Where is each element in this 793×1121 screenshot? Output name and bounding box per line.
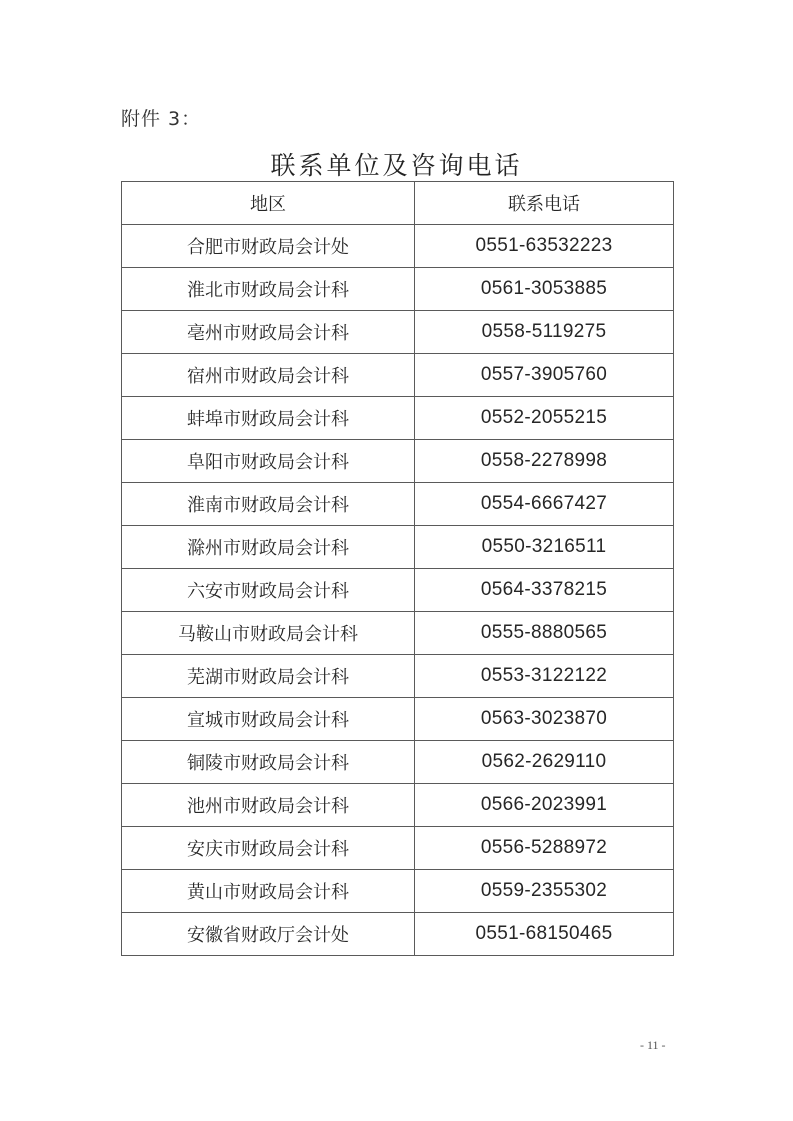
table-row bbox=[122, 655, 674, 698]
contacts-table bbox=[121, 181, 674, 956]
table-row bbox=[122, 311, 674, 354]
phone-cell: 0556-5288972 bbox=[415, 827, 674, 870]
phone-cell: 0558-5119275 bbox=[415, 311, 674, 354]
phone-cell: 0562-2629110 bbox=[415, 741, 674, 784]
table-row bbox=[122, 354, 674, 397]
page-number: - 11 - bbox=[640, 1038, 666, 1052]
table-row bbox=[122, 698, 674, 741]
region-cell: 蚌埠市财政局会计科 bbox=[122, 397, 415, 440]
phone-cell: 0554-6667427 bbox=[415, 483, 674, 526]
phone-cell: 0551-63532223 bbox=[415, 225, 674, 268]
phone-cell: 0555-8880565 bbox=[415, 612, 674, 655]
phone-cell: 0559-2355302 bbox=[415, 870, 674, 913]
region-cell: 宿州市财政局会计科 bbox=[122, 354, 415, 397]
region-cell: 安庆市财政局会计科 bbox=[122, 827, 415, 870]
header-phone: 联系电话 bbox=[415, 182, 674, 225]
phone-cell: 0552-2055215 bbox=[415, 397, 674, 440]
table-row bbox=[122, 268, 674, 311]
region-cell: 马鞍山市财政局会计科 bbox=[122, 612, 415, 655]
table-row bbox=[122, 913, 674, 956]
table-row bbox=[122, 225, 674, 268]
header-region: 地区 bbox=[122, 182, 415, 225]
region-cell: 宣城市财政局会计科 bbox=[122, 698, 415, 741]
region-cell: 滁州市财政局会计科 bbox=[122, 526, 415, 569]
table-row bbox=[122, 784, 674, 827]
region-cell: 黄山市财政局会计科 bbox=[122, 870, 415, 913]
document-title: 联系单位及咨询电话 bbox=[270, 151, 523, 180]
table-row bbox=[122, 870, 674, 913]
region-cell: 铜陵市财政局会计科 bbox=[122, 741, 415, 784]
table-header-row bbox=[122, 182, 674, 225]
table-row bbox=[122, 483, 674, 526]
region-cell: 阜阳市财政局会计科 bbox=[122, 440, 415, 483]
table-row bbox=[122, 612, 674, 655]
table-row bbox=[122, 440, 674, 483]
region-cell: 安徽省财政厅会计处 bbox=[122, 913, 415, 956]
attachment-label: 附件 3： bbox=[121, 108, 202, 130]
phone-cell: 0563-3023870 bbox=[415, 698, 674, 741]
table-row bbox=[122, 397, 674, 440]
region-cell: 亳州市财政局会计科 bbox=[122, 311, 415, 354]
table-row bbox=[122, 827, 674, 870]
region-cell: 合肥市财政局会计处 bbox=[122, 225, 415, 268]
phone-cell: 0553-3122122 bbox=[415, 655, 674, 698]
region-cell: 芜湖市财政局会计科 bbox=[122, 655, 415, 698]
region-cell: 池州市财政局会计科 bbox=[122, 784, 415, 827]
phone-cell: 0561-3053885 bbox=[415, 268, 674, 311]
table-row bbox=[122, 741, 674, 784]
table-row bbox=[122, 526, 674, 569]
region-cell: 淮北市财政局会计科 bbox=[122, 268, 415, 311]
region-cell: 六安市财政局会计科 bbox=[122, 569, 415, 612]
phone-cell: 0551-68150465 bbox=[415, 913, 674, 956]
phone-cell: 0557-3905760 bbox=[415, 354, 674, 397]
phone-cell: 0566-2023991 bbox=[415, 784, 674, 827]
phone-cell: 0564-3378215 bbox=[415, 569, 674, 612]
table-row bbox=[122, 569, 674, 612]
phone-cell: 0550-3216511 bbox=[415, 526, 674, 569]
region-cell: 淮南市财政局会计科 bbox=[122, 483, 415, 526]
phone-cell: 0558-2278998 bbox=[415, 440, 674, 483]
